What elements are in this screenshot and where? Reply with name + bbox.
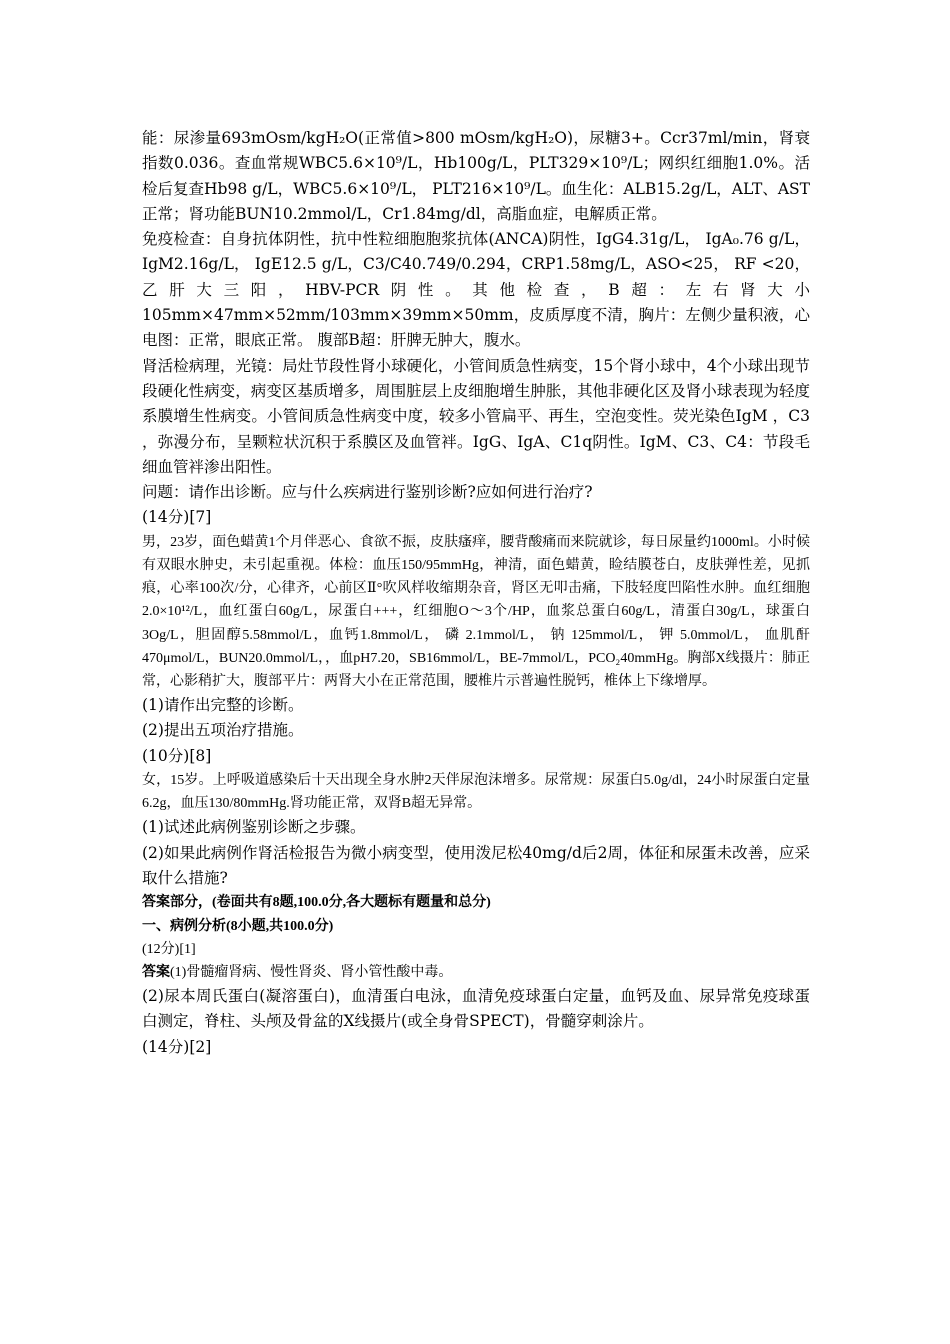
answer-text: (1)骨髓瘤肾病、慢性肾炎、肾小管性酸中毒。: [170, 964, 453, 980]
answer-label: 答案: [142, 964, 170, 980]
document-page: [142, 126, 810, 1060]
question-item: (2)提出五项治疗措施。: [142, 721, 304, 740]
answer-subsection-heading: 一、病例分析(8小题,共100.0分): [142, 918, 334, 934]
case-paragraph-female: 女，15岁。上呼吸道感染后十天出现全身水肿2天伴尿泡沫增多。尿常规：尿蛋白5.0g/dl，24小时尿蛋白定量6.2g，血压130/80mmHg.肾功能正常，双肾B超无异常。: [142, 773, 810, 812]
lab-results-paragraph: 能：尿渗量693mOsm/kgH₂O(正常值>800 mOsm/kgH₂O)，尿糖3+。Ccr37ml/min，肾衰指数0.036。查血常规WBC5.6×10⁹/L，Hb100g/L，PLT329×10⁹/L；网织红细胞1.0%。活检后复查Hb98 g/L，WBC5.6×10⁹/L， PLT216×10⁹/L。血生化：ALB15.2g/L，ALT、AST正常；肾功能BUN10.2mmol/L，Cr1.84mg/dl，高脂血症，电解质正常。: [142, 129, 810, 223]
score-label: (10分)[8]: [142, 746, 212, 765]
score-label: (14分)[2]: [142, 1037, 212, 1056]
biopsy-pathology-paragraph: 肾活检病理，光镜：局灶节段性肾小球硬化，小管间质急性病变，15个肾小球中，4个小球出现节段硬化性病变，病变区基质增多，周围脏层上皮细胞增生肿胀，其他非硬化区及肾小球表现为轻度系膜增生性病变。小管间质急性病变中度，较多小管扁平、再生，空泡变性。荧光染色IgM ，C3 ，弥漫分布，呈颗粒状沉积于系膜区及血管袢。IgG、IgA、C1q阴性。IgM、C3、C4：节段毛细血管袢渗出阳性。: [142, 356, 810, 476]
immune-tests-paragraph: 免疫检查：自身抗体阴性，抗中性粒细胞胞浆抗体(ANCA)阴性，IgG4.31g/L， IgA₀.76 g/L， IgM2.16g/L， IgE12.5 g/L，C3/C40.749/0.294，CRP1.58mg/L，ASO<25， RF <20，乙肝大三阳，HBV-PCR阴性。其他检查，B超：左右肾大小105mm×47mm×52mm/103mm×39mm×50mm，皮质厚度不清，胸片：左侧少量积液，心电图：正常，眼底正常。 腹部B超：肝脾无肿大，腹水。: [142, 230, 810, 350]
answer-paragraph: (2)尿本周氏蛋白(凝溶蛋白)，血清蛋白电泳，血清免疫球蛋白定量，血钙及血、尿异常免疫球蛋白测定，脊柱、头颅及骨盆的X线摄片(或全身骨SPECT)，骨髓穿刺涂片。: [142, 987, 810, 1031]
case-paragraph-male: 男，23岁，面色蜡黄1个月伴恶心、食欲不振，皮肤瘙痒，腰背酸痛而来院就诊，每日尿量约1000ml。小时候有双眼水肿史，未引起重视。体检：血压150/95mmHg，神清，面色蜡黄，睑结膜苍白，皮肤弹性差，见抓痕，心率100次/分，心律齐，心前区Ⅱ°吹风样收缩期杂音，肾区无叩击痛，下肢轻度凹陷性水肿。血红细胞2.0×10¹²/L，血红蛋白60g/L，尿蛋白+++，红细胞O～3个/HP，血浆总蛋白60g/L，清蛋白30g/L，球蛋白3Og/L，胆固醇5.58mmol/L，血钙1.8mmol/L， 磷 2.1mmol/L， 钠 125mmol/L， 钾 5.0mmol/L， 血肌酐470μmol/L，BUN20.0mmol/L，，血pH7.20，SB16mmol/L，BE-7mmol/L，PCO₂40mmHg。胸部X线摄片：肺正常，心影稍扩大，腹部平片：两肾大小在正常范围，腰椎片示普遍性脱钙，椎体上下缘增厚。: [142, 534, 810, 689]
question-item: (1)请作出完整的诊断。: [142, 696, 304, 715]
question-item: (1)试述此病例鉴别诊断之步骤。: [142, 818, 366, 837]
answer-line: [142, 961, 810, 984]
score-label: (12分)[1]: [142, 941, 196, 957]
question-line: 问题：请作出诊断。应与什么疾病进行鉴别诊断?应如何进行治疗?: [142, 483, 593, 502]
answer-section-heading: 答案部分，(卷面共有8题,100.0分,各大题标有题量和总分): [142, 895, 491, 911]
question-item: (2)如果此病例作肾活检报告为微小病变型，使用泼尼松40mg/d后2周，体征和尿蛋未改善，应采取什么措施?: [142, 843, 810, 888]
score-label: (14分)[7]: [142, 508, 212, 527]
